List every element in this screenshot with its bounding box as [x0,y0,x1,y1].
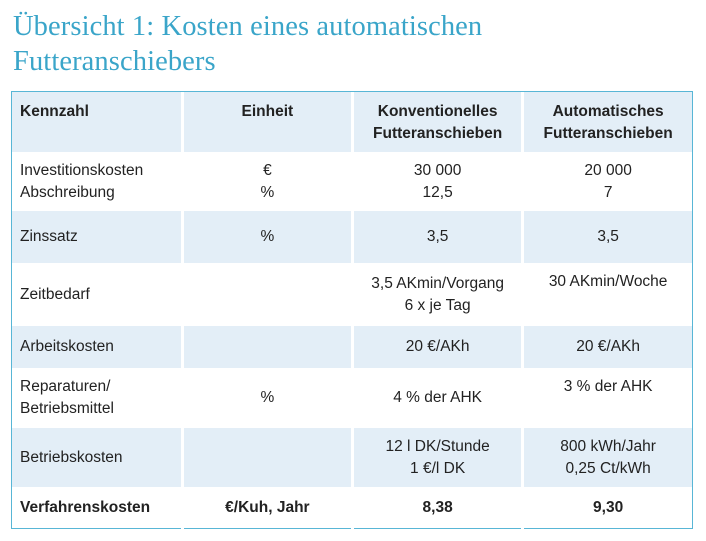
cell-unit: €/Kuh, Jahr [182,487,352,529]
cell-konventionell: 30 000 12,5 [353,152,523,211]
title-line-1: Übersicht 1: Kosten eines automatischen [13,11,483,42]
cell-label: Arbeitskosten [12,326,182,368]
table-row-zinssatz [12,211,692,263]
cell-konventionell: 12 l DK/Stunde 1 €/l DK [353,428,523,487]
table-row-betriebskosten [12,428,692,487]
cell-unit: % [182,211,352,263]
table-row-zeitbedarf [12,263,692,326]
cell-automatisch: 20 000 7 [523,152,692,211]
header-automatisch: Automatisches Futteranschieben [523,92,692,152]
cell-automatisch: 800 kWh/Jahr 0,25 Ct/kWh [523,428,692,487]
cell-konventionell: 3,5 AKmin/Vorgang 6 x je Tag [353,263,523,326]
page-title [13,9,693,79]
cell-konventionell: 20 €/AKh [353,326,523,368]
header-konventionell: Konventionelles Futteranschieben [353,92,523,152]
cell-unit: € % [182,152,352,211]
table-row-reparaturen [12,368,692,428]
cell-label: Betriebskosten [12,428,182,487]
cell-unit [182,428,352,487]
cell-automatisch: 3,5 [523,211,692,263]
cell-konventionell: 8,38 [353,487,523,529]
cost-table [12,92,692,529]
cell-label: Reparaturen/ Betriebsmittel [20,378,114,417]
table-row-verfahrenskosten [12,487,692,529]
table-header-row [12,92,692,152]
cell-label: Verfahrenskosten [20,499,151,516]
cell-unit: % [182,368,352,428]
title-line-2: Futteranschiebers [13,46,216,77]
table-row-investition [12,152,692,211]
cell-unit [182,263,352,326]
cell-automatisch: 3 % der AHK [523,368,692,428]
cell-unit [182,326,352,368]
cell-konventionell: 4 % der AHK [353,368,523,428]
cell-konventionell: 3,5 [353,211,523,263]
cell-label: Investitionskosten Abschreibung [20,161,144,201]
header-einheit: Einheit [182,92,352,152]
cell-label: Zinssatz [12,211,182,263]
cell-automatisch: 20 €/AKh [523,326,692,368]
cell-automatisch: 30 AKmin/Woche [523,263,692,326]
cell-automatisch: 9,30 [523,487,692,529]
cell-label: Zeitbedarf [20,285,90,303]
cost-table-frame [11,91,693,529]
table-row-arbeitskosten [12,326,692,368]
header-kennzahl: Kennzahl [12,92,182,152]
